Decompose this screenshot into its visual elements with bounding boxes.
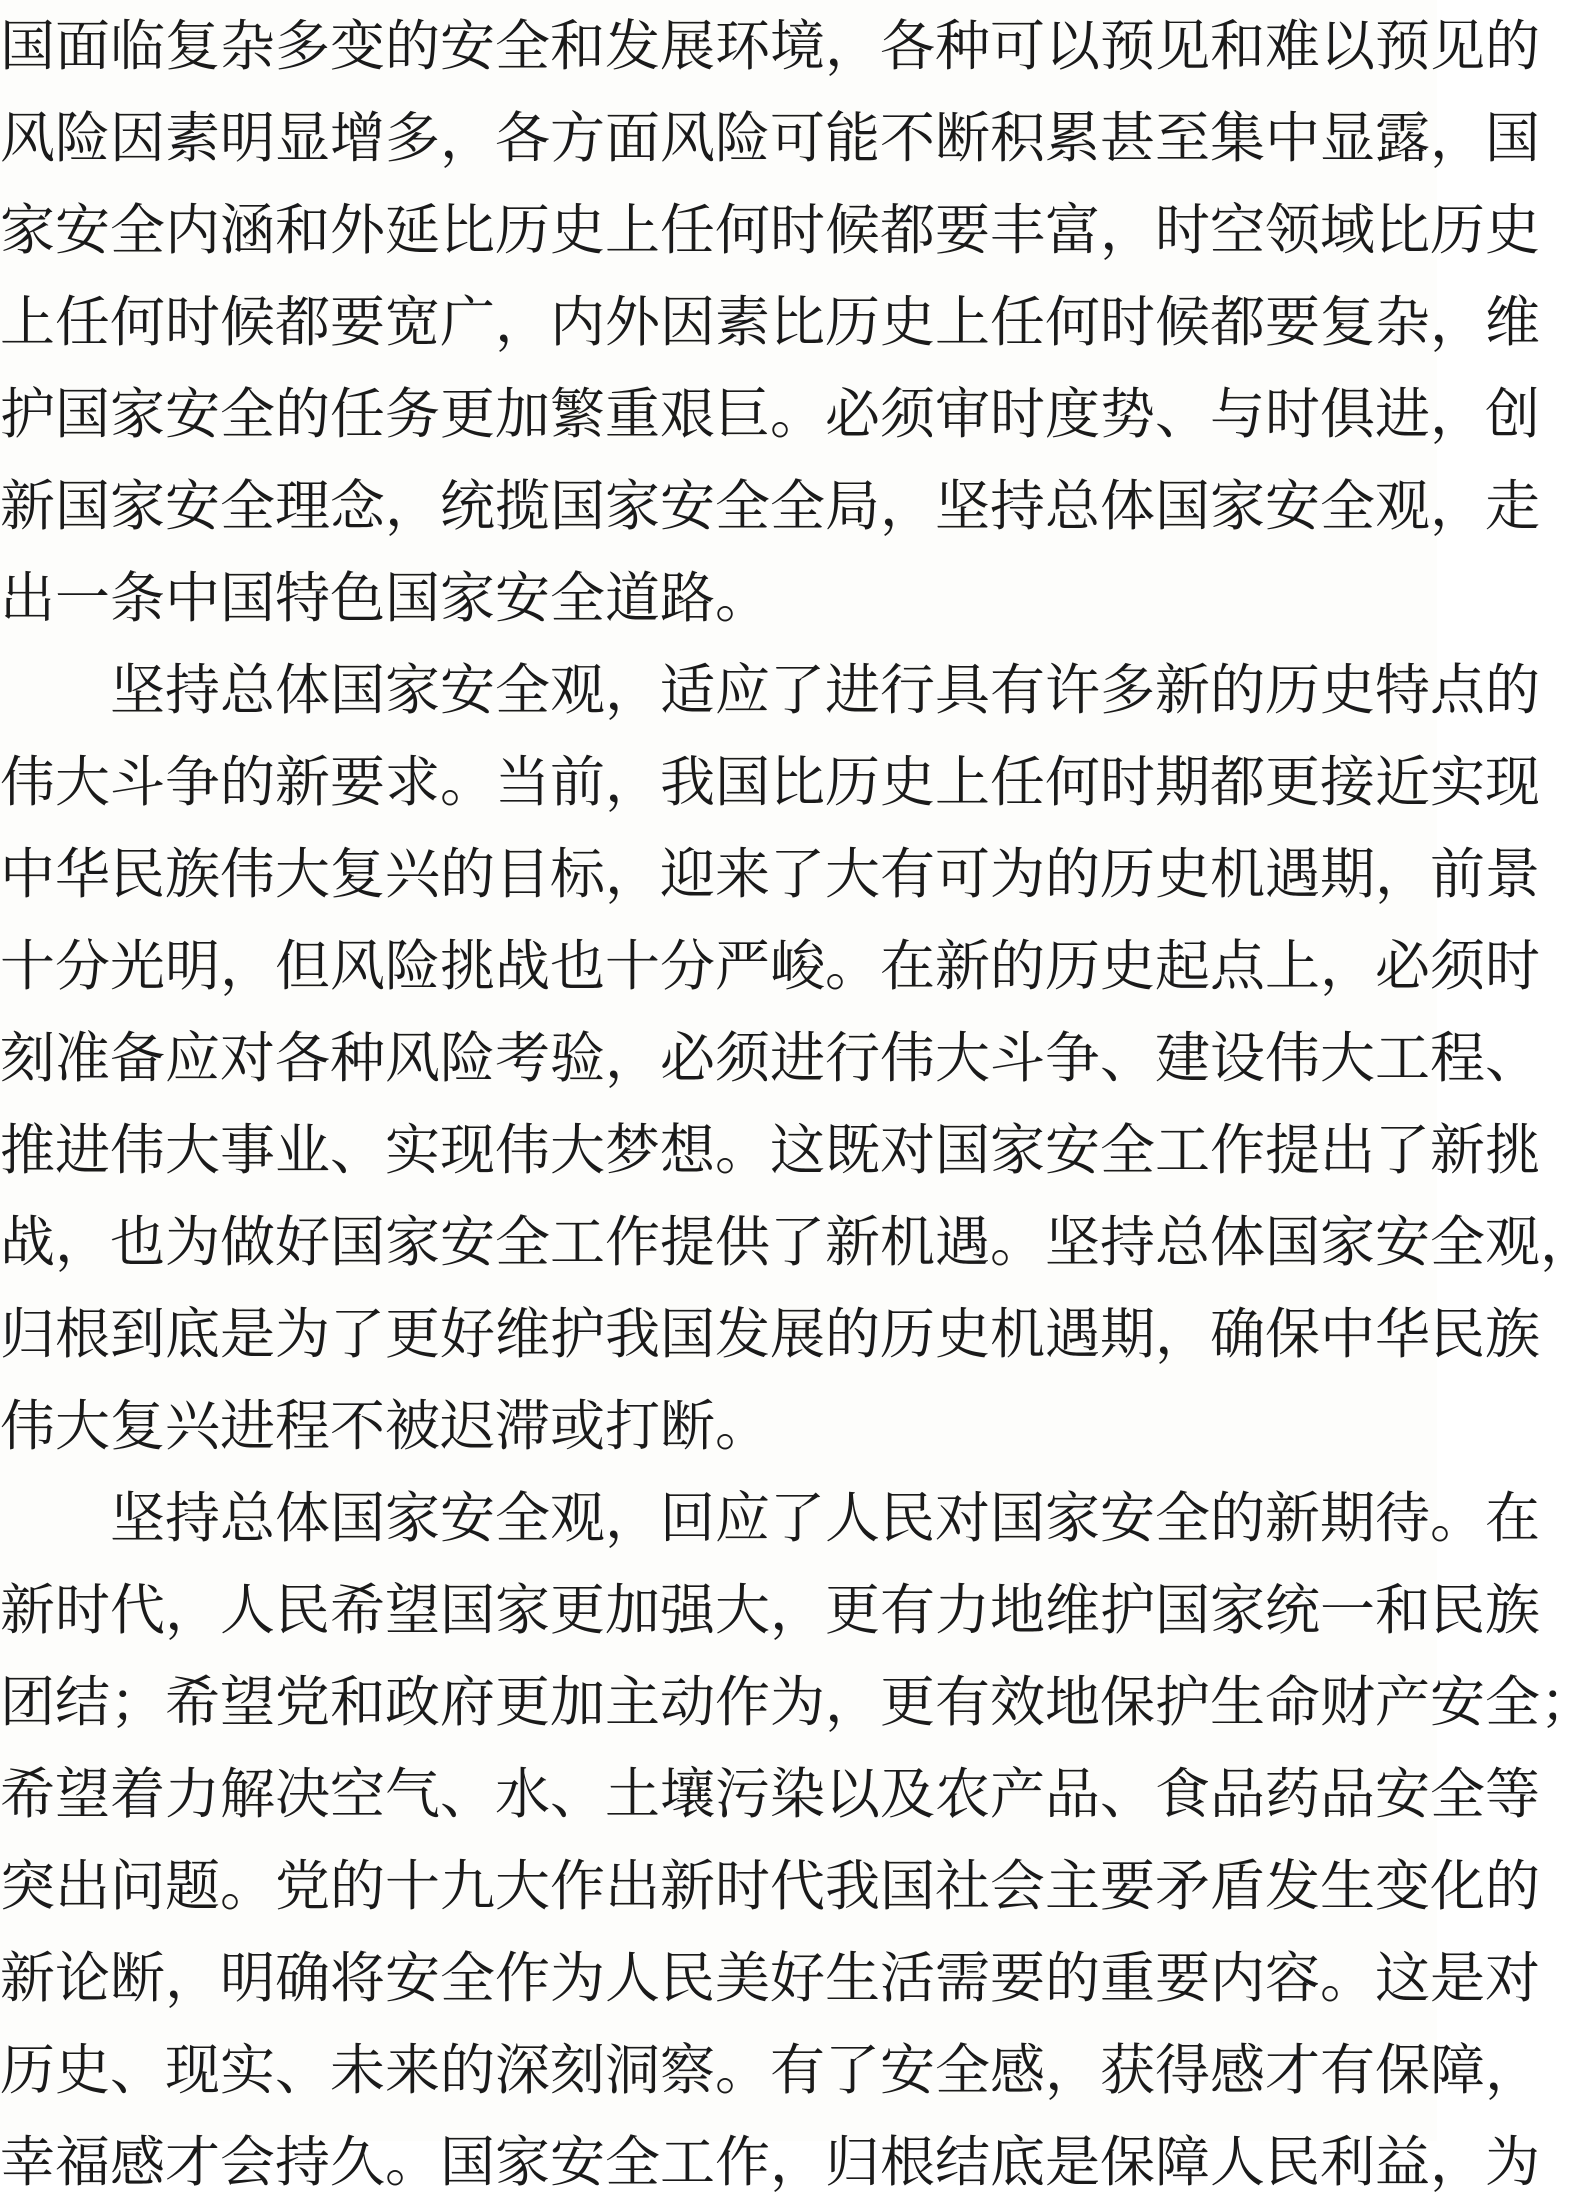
- text-line: 十分光明，但风险挑战也十分严峻。在新的历史起点上，必须时: [0, 934, 1541, 998]
- text-line: 新国家安全理念，统揽国家安全全局，坚持总体国家安全观，走: [0, 474, 1541, 538]
- text-line: 中华民族伟大复兴的目标，迎来了大有可为的历史机遇期，前景: [0, 842, 1541, 906]
- text-line: 家安全内涵和外延比历史上任何时候都要丰富，时空领域比历史: [0, 198, 1541, 262]
- text-line: 护国家安全的任务更加繁重艰巨。必须审时度势、与时俱进，创: [0, 382, 1541, 446]
- text-line: 新论断，明确将安全作为人民美好生活需要的重要内容。这是对: [0, 1946, 1541, 2010]
- text-line: 上任何时候都要宽广，内外因素比历史上任何时候都要复杂，维: [0, 290, 1541, 354]
- text-line: 突出问题。党的十九大作出新时代我国社会主要矛盾发生变化的: [0, 1854, 1541, 1918]
- text-line: 新时代，人民希望国家更加强大，更有力地维护国家统一和民族: [0, 1578, 1541, 1642]
- text-line: 出一条中国特色国家安全道路。: [0, 566, 771, 630]
- text-line: 坚持总体国家安全观，适应了进行具有许多新的历史特点的: [110, 658, 1541, 722]
- text-line: 战，也为做好国家安全工作提供了新机遇。坚持总体国家安全观，: [0, 1210, 1595, 1274]
- text-line: 希望着力解决空气、水、土壤污染以及农产品、食品药品安全等: [0, 1762, 1541, 1826]
- text-line: 伟大复兴进程不被迟滞或打断。: [0, 1394, 771, 1458]
- text-line: 坚持总体国家安全观，回应了人民对国家安全的新期待。在: [110, 1486, 1541, 1550]
- text-line: 归根到底是为了更好维护我国发展的历史机遇期，确保中华民族: [0, 1302, 1541, 1366]
- text-line: 伟大斗争的新要求。当前，我国比历史上任何时期都更接近实现: [0, 750, 1541, 814]
- text-line: 团结；希望党和政府更加主动作为，更有效地保护生命财产安全；: [0, 1670, 1595, 1734]
- text-line: 国面临复杂多变的安全和发展环境，各种可以预见和难以预见的: [0, 14, 1541, 78]
- text-line: 幸福感才会持久。国家安全工作，归根结底是保障人民利益，为: [0, 2130, 1541, 2194]
- text-line: 风险因素明显增多，各方面风险可能不断积累甚至集中显露，国: [0, 106, 1541, 170]
- text-line: 历史、现实、未来的深刻洞察。有了安全感，获得感才有保障，: [0, 2038, 1541, 2102]
- text-line: 刻准备应对各种风险考验，必须进行伟大斗争、建设伟大工程、: [0, 1026, 1541, 1090]
- text-line: 推进伟大事业、实现伟大梦想。这既对国家安全工作提出了新挑: [0, 1118, 1541, 1182]
